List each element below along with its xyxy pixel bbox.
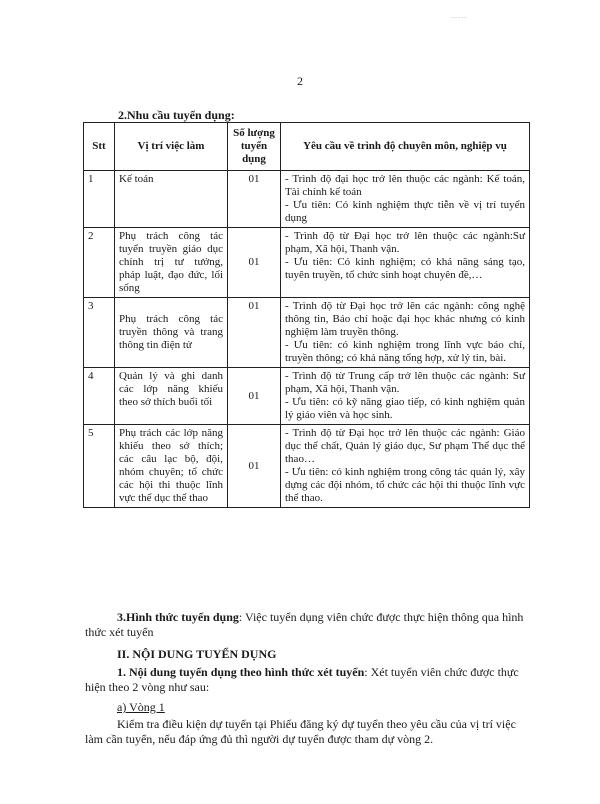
recruitment-needs-table bbox=[83, 122, 530, 508]
scanner-mark: ........... bbox=[450, 14, 467, 20]
section-3-paragraph bbox=[85, 610, 525, 640]
table-row bbox=[84, 368, 530, 425]
requirement-line: - Trình độ từ Đại học trở lên thuộc các ngành: Giáo dục thể chất, Quản lý giáo dục, Sư phạm Thể dục thể thao… bbox=[285, 427, 525, 465]
row-position: Quản lý và ghi danh các lớp năng khiếu theo sở thích buổi tối bbox=[115, 368, 228, 425]
row-stt: 5 bbox=[84, 425, 115, 508]
section-3-text: : Việc tuyển dụng viên chức được thực hiện thông qua hình thức xét tuyển bbox=[85, 610, 524, 639]
page-number: 2 bbox=[297, 74, 303, 88]
requirement-line: - Trình độ từ Đại học trở lên thuộc các ngành:Sư phạm, Xã hội, Thanh vận. bbox=[285, 230, 525, 255]
header-quantity: Số lượng tuyển dụng bbox=[228, 123, 281, 171]
round-1-text: Kiểm tra điều kiện dự tuyển tại Phiếu đăng ký dự tuyển theo yêu cầu của vị trí việc làm cần tuyển, nếu đáp ứng đủ thì người dự tuyển được tham dự vòng 2. bbox=[85, 717, 516, 746]
header-position: Vị trí việc làm bbox=[115, 123, 228, 171]
requirement-line: - Trình độ từ Trung cấp trở lên thuộc các ngành: Sư phạm, Xã hội, Thanh vận. bbox=[285, 370, 525, 395]
part-ii-heading: II. NỘI DUNG TUYỂN DỤNG bbox=[117, 647, 277, 661]
requirement-line: - Ưu tiên: có kinh nghiệm trong công tác quản lý, xây dựng các đội nhóm, tổ chức các hội thi thuộc lĩnh vực thể thao. bbox=[285, 466, 525, 504]
row-stt: 2 bbox=[84, 228, 115, 298]
row-stt: 1 bbox=[84, 171, 115, 228]
row-quantity: 01 bbox=[228, 425, 281, 508]
row-quantity: 01 bbox=[228, 298, 281, 368]
requirement-line: - Ưu tiên: có kinh nghiệm trong lĩnh vực báo chí, truyền thông; có khả năng tổng hợp, xử lý tin, bài. bbox=[285, 339, 525, 364]
row-requirements bbox=[281, 425, 530, 508]
part-ii-item-1-heading: 1. Nội dung tuyển dụng theo hình thức xét tuyển bbox=[117, 665, 365, 679]
round-1-label: a) Vòng 1 bbox=[117, 700, 165, 714]
header-stt: Stt bbox=[84, 123, 115, 171]
row-requirements bbox=[281, 171, 530, 228]
row-quantity: 01 bbox=[228, 228, 281, 298]
requirement-line: - Trình độ từ Đại học trở lên các ngành: công nghệ thông tin, Báo chí hoặc đại học khác nhưng có kinh nghiệm làm truyền thông. bbox=[285, 300, 525, 338]
row-quantity: 01 bbox=[228, 171, 281, 228]
table-row bbox=[84, 171, 530, 228]
row-position: Phụ trách công tác tuyển truyền giáo dục chính trị tư tưởng, pháp luật, đạo đức, lối sống bbox=[115, 228, 228, 298]
section-2-heading: 2.Nhu cầu tuyển dụng: bbox=[118, 108, 235, 122]
section-3-heading: 3.Hình thức tuyển dụng bbox=[117, 610, 239, 624]
requirement-line: - Ưu tiên: Có kinh nghiệm; có khả năng sáng tạo, tuyên truyền, tổ chức sinh hoạt chuyên đề,… bbox=[285, 256, 525, 281]
table-header-row bbox=[84, 123, 530, 171]
part-ii-item-1-paragraph bbox=[85, 665, 525, 695]
requirement-line: - Trình độ đại học trở lên thuộc các ngành: Kế toán, Tài chính kế toán bbox=[285, 173, 525, 198]
row-position: Phụ trách các lớp năng khiếu theo sở thích; các câu lạc bộ, đội, nhóm chuyên; tổ chức các hội thi thuộc lĩnh vực thể dục thể thao bbox=[115, 425, 228, 508]
part-ii-item-1-text: : Xét tuyển viên chức được thực hiện theo 2 vòng như sau: bbox=[85, 665, 519, 694]
row-quantity: 01 bbox=[228, 368, 281, 425]
table-row bbox=[84, 298, 530, 368]
row-requirements bbox=[281, 368, 530, 425]
table-row bbox=[84, 425, 530, 508]
row-position: Phụ trách công tác truyền thông và trang thông tin điện tử bbox=[115, 298, 228, 368]
requirement-line: - Ưu tiên: Có kinh nghiệm thực tiễn về vị trí tuyển dụng bbox=[285, 199, 525, 224]
row-requirements bbox=[281, 298, 530, 368]
row-position: Kế toán bbox=[115, 171, 228, 228]
table-row bbox=[84, 228, 530, 298]
header-requirements: Yêu cầu về trình độ chuyên môn, nghiệp vụ bbox=[281, 123, 530, 171]
row-stt: 4 bbox=[84, 368, 115, 425]
row-stt: 3 bbox=[84, 298, 115, 368]
row-requirements bbox=[281, 228, 530, 298]
requirement-line: - Ưu tiên: có kỹ năng giao tiếp, có kinh nghiệm quản lý giáo viên và học sinh. bbox=[285, 396, 525, 421]
